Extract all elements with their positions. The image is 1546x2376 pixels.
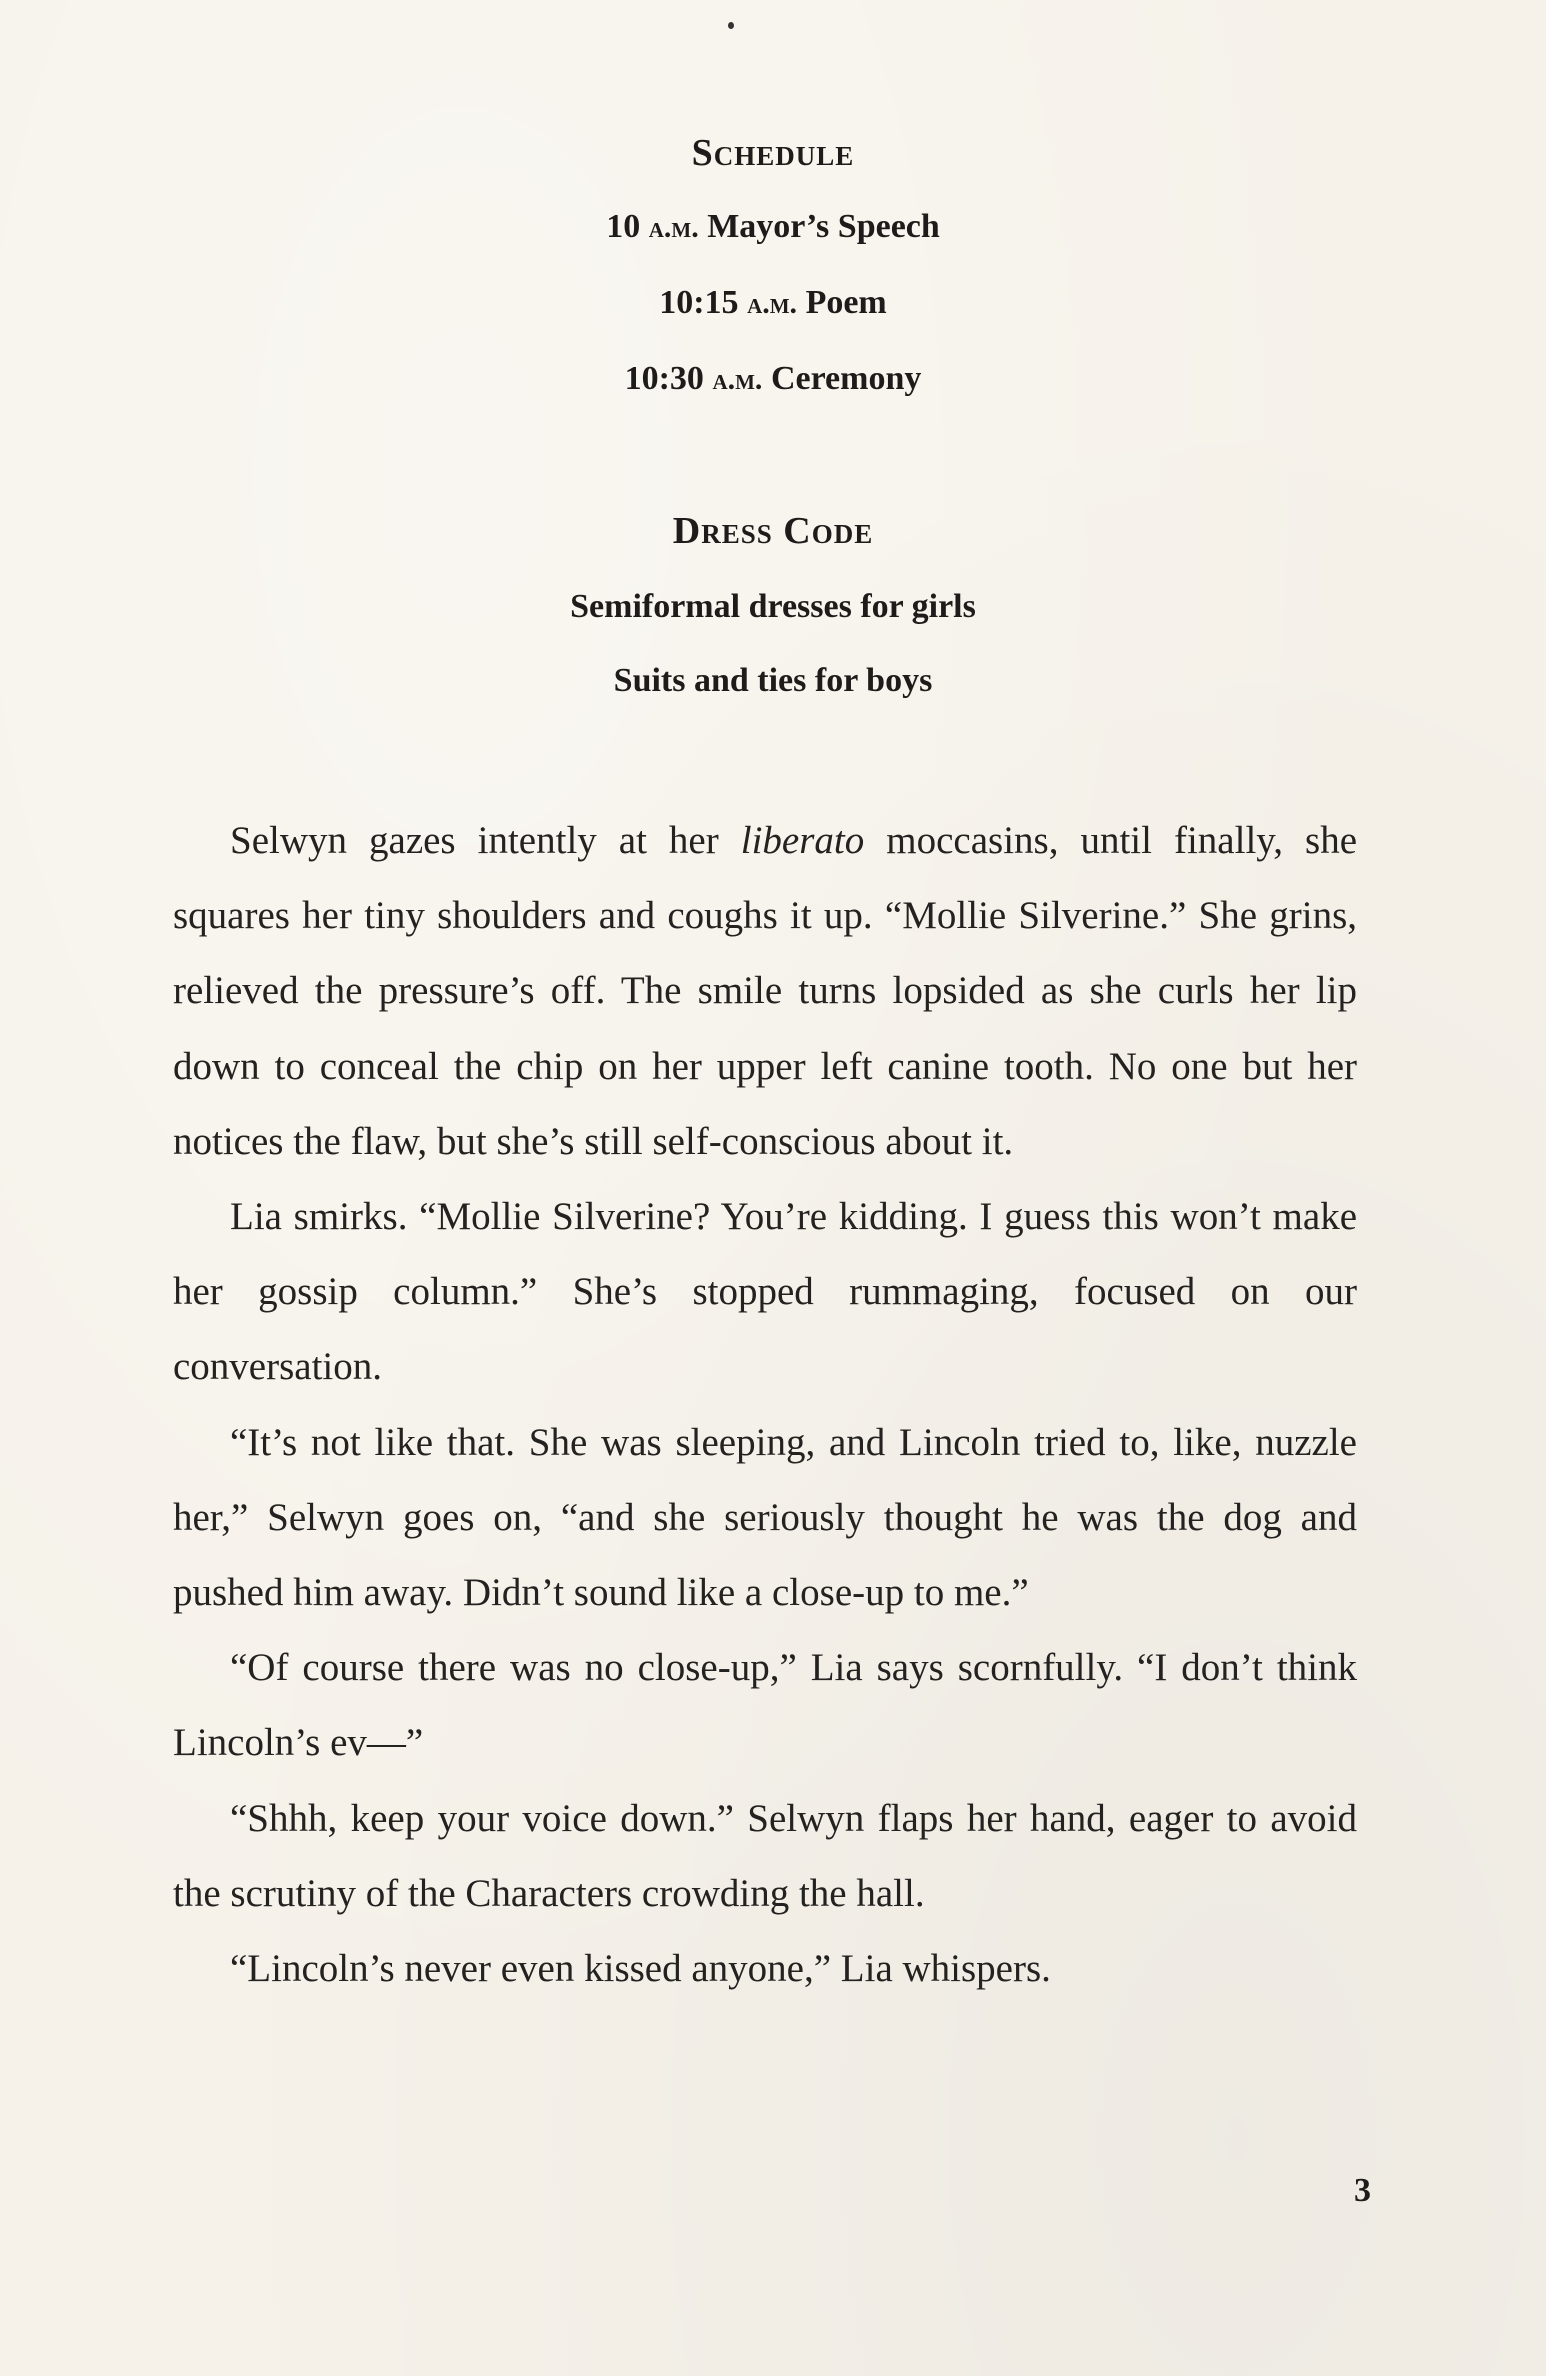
dress-code-heading	[0, 512, 1546, 550]
schedule-event: Mayor’s Speech	[707, 208, 940, 245]
dress-code-item: Suits and ties for boys	[613, 662, 933, 699]
schedule-ampm: a.m.	[648, 211, 699, 244]
schedule-item	[0, 210, 1546, 244]
schedule-item	[0, 286, 1546, 320]
schedule-heading	[0, 134, 1546, 172]
schedule-event: Poem	[805, 284, 887, 321]
paragraph: “Of course there was no close-up,” Lia says scornfully. “I don’t think Lincoln’s ev—”	[173, 1646, 1357, 1765]
schedule-ampm: a.m.	[747, 287, 798, 320]
paragraph: Selwyn gazes intently at her liberato moccasins, until finally, she squares her tiny shoulders and coughs it up. “Mollie Silverine.” She grins, relieved the pressure’s off. The smile turns lopsided as she curls her lip down to conceal the chip on her upper left canine tooth. No one but her notices the flaw, but she’s still self-conscious about it.	[173, 819, 1357, 1163]
paragraph: “It’s not like that. She was sleeping, and Lincoln tried to, like, nuzzle her,” Selwyn goes on, “and she seriously thought he was the dog and pushed him away. Didn’t sound like a close-up to me.”	[173, 1420, 1357, 1615]
dress-code-item: Semiformal dresses for girls	[570, 588, 976, 625]
schedule-event: Ceremony	[770, 360, 922, 397]
print-speck	[728, 22, 734, 29]
italic-word: liberato	[740, 819, 865, 862]
paragraph: Lia smirks. “Mollie Silverine? You’re kidding. I guess this won’t make her gossip column.” She’s stopped rummaging, focused on our conversation.	[173, 1195, 1357, 1389]
page-number: 3	[1354, 2172, 1371, 2209]
schedule-time: 10:30	[624, 360, 704, 397]
schedule-title: Schedule	[691, 132, 855, 174]
schedule-time: 10	[606, 208, 641, 245]
schedule-item	[0, 362, 1546, 396]
paragraph: “Lincoln’s never even kissed anyone,” Lia whispers.	[230, 1947, 1051, 1991]
dress-code-title: Dress Code	[672, 510, 874, 552]
paragraph: “Shhh, keep your voice down.” Selwyn flaps her hand, eager to avoid the scrutiny of the Characters crowding the hall.	[173, 1796, 1357, 1915]
body-text	[173, 803, 1357, 2006]
schedule-ampm: a.m.	[712, 363, 763, 396]
schedule-time: 10:15	[659, 284, 739, 321]
